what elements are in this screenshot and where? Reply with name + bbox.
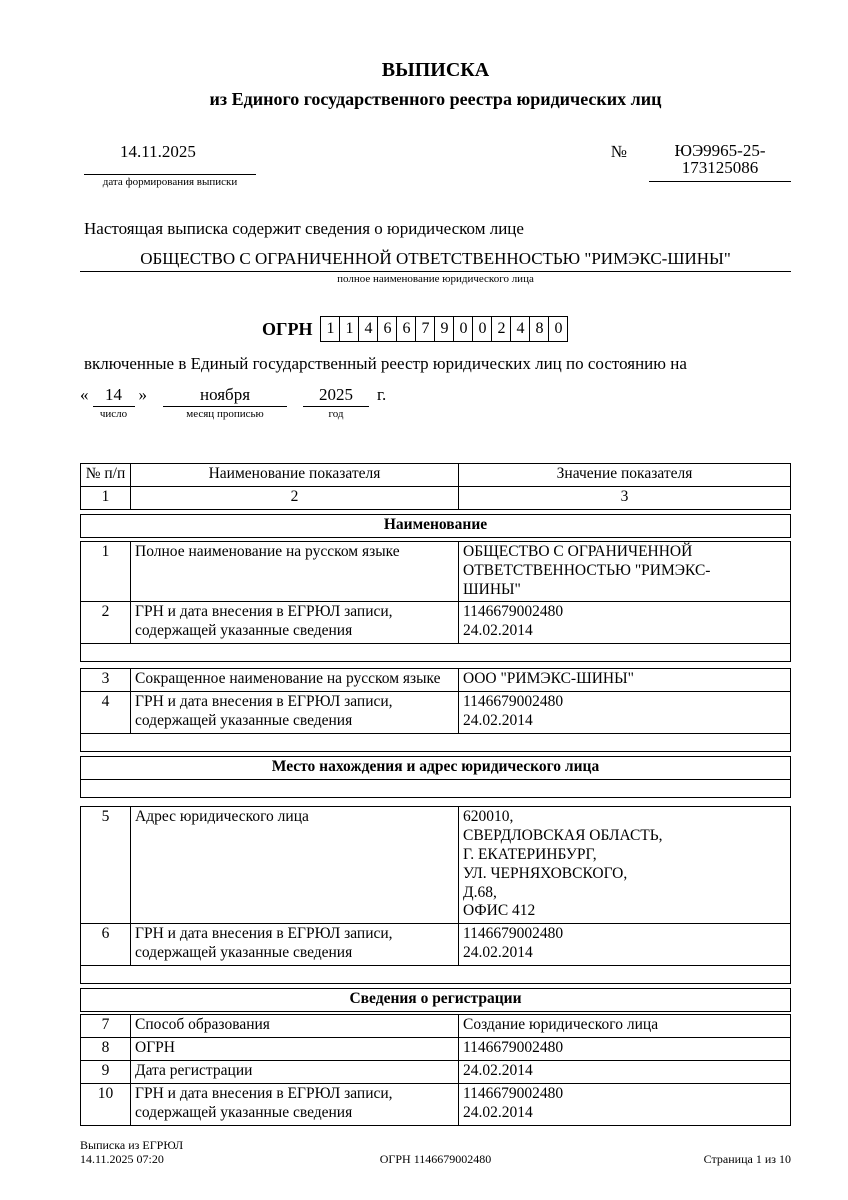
spacer-row: [81, 644, 791, 662]
row-number: 3: [81, 669, 131, 692]
footer-page-number: Страница 1 из 10: [703, 1152, 791, 1166]
open-quote: «: [80, 385, 89, 404]
row-number: 8: [81, 1037, 131, 1060]
row-value: 1146679002480 24.02.2014: [459, 602, 791, 644]
included-text: включенные в Единый государственный реестр юридических лиц по состоянию на: [84, 354, 687, 373]
row-name: ОГРН: [131, 1037, 459, 1060]
row-name: Сокращенное наименование на русском языке: [131, 669, 459, 692]
ogrn-digit-box: 2: [491, 316, 511, 342]
table-row: [81, 1083, 791, 1125]
column-number: 1: [81, 486, 131, 509]
footer-left: [80, 1138, 380, 1166]
intro-text: Настоящая выписка содержит сведения о юридическом лице: [84, 219, 524, 238]
row-name: ГРН и дата внесения в ЕГРЮЛ записи, содержащей указанные сведения: [131, 692, 459, 734]
spacer-row: [81, 779, 791, 797]
row-value: 1146679002480 24.02.2014: [459, 692, 791, 734]
as-of-month-group: [163, 384, 287, 421]
ogrn-digit-box: 6: [396, 316, 416, 342]
row-value: 620010, СВЕРДЛОВСКАЯ ОБЛАСТЬ, Г. ЕКАТЕРИНБУРГ, УЛ. ЧЕРНЯХОВСКОГО, Д.68, ОФИС 412: [459, 806, 791, 923]
row-name: Дата регистрации: [131, 1060, 459, 1083]
footer-ogrn: ОГРН 1146679002480: [379, 1152, 492, 1166]
row-number: 6: [81, 924, 131, 966]
indicators-table: [80, 463, 791, 1126]
ogrn-digit-box: 0: [472, 316, 492, 342]
doc-subtitle: из Единого государственного реестра юридических лиц: [209, 89, 662, 109]
formation-date-caption: дата формирования выписки: [102, 176, 238, 188]
doc-title: ВЫПИСКА: [381, 59, 490, 81]
row-value: Создание юридического лица: [459, 1015, 791, 1038]
table-row: [81, 541, 791, 602]
as-of-date-row: [80, 384, 791, 421]
row-value: 1146679002480: [459, 1037, 791, 1060]
ogrn-digit-box: 1: [339, 316, 359, 342]
ogrn-digit-box: 0: [548, 316, 568, 342]
table-column-headers: [81, 464, 791, 487]
column-number: 2: [131, 486, 459, 509]
row-number: 7: [81, 1015, 131, 1038]
ogrn-digit-box: 0: [453, 316, 473, 342]
table-row: [81, 602, 791, 644]
table-block-rows-1-2: [80, 541, 791, 663]
as-of-month: ноября: [163, 384, 287, 407]
section-registration: [80, 988, 791, 1012]
section-title: Наименование: [81, 514, 791, 537]
ogrn-row: [262, 316, 791, 342]
section-location: [80, 756, 791, 798]
table-block-rows-3-4: [80, 668, 791, 752]
row-number: 10: [81, 1083, 131, 1125]
table-row: [81, 669, 791, 692]
table-header-block: [80, 463, 791, 510]
ogrn-digit-box: 7: [415, 316, 435, 342]
company-full-name: ОБЩЕСТВО С ОГРАНИЧЕННОЙ ОТВЕТСТВЕННОСТЬЮ "РИМЭКС-ШИНЫ": [80, 249, 791, 272]
year-suffix: г.: [377, 385, 387, 404]
as-of-day: 14: [93, 384, 135, 407]
row-number: 9: [81, 1060, 131, 1083]
column-header-name: Наименование показателя: [131, 464, 459, 487]
table-block-rows-5-6: [80, 806, 791, 984]
row-value: 1146679002480 24.02.2014: [459, 1083, 791, 1125]
spacer-row: [81, 733, 791, 751]
as-of-month-caption: месяц прописью: [186, 408, 264, 420]
footer-doc-type: Выписка из ЕГРЮЛ: [80, 1138, 184, 1152]
as-of-year-group: [303, 384, 369, 421]
row-number: 4: [81, 692, 131, 734]
row-name: ГРН и дата внесения в ЕГРЮЛ записи, содержащей указанные сведения: [131, 1083, 459, 1125]
section-naming: [80, 514, 791, 538]
column-header-num: № п/п: [81, 464, 131, 487]
ogrn-digit-box: 4: [510, 316, 530, 342]
table-column-numbers: [81, 486, 791, 509]
row-name: Адрес юридического лица: [131, 806, 459, 923]
ogrn-digit-box: 4: [358, 316, 378, 342]
formation-date-block: [84, 142, 256, 189]
table-row: [81, 692, 791, 734]
table-row: [81, 1015, 791, 1038]
ogrn-digit-box: 6: [377, 316, 397, 342]
number-sign: №: [610, 142, 627, 161]
column-number: 3: [459, 486, 791, 509]
row-value: ООО "РИМЭКС-ШИНЫ": [459, 669, 791, 692]
close-quote: »: [138, 385, 147, 404]
company-name-caption: полное наименование юридического лица: [337, 273, 534, 285]
row-number: 5: [81, 806, 131, 923]
as-of-year-caption: год: [328, 408, 344, 420]
extract-number: ЮЭ9965-25- 173125086: [649, 142, 791, 182]
ogrn-digit-box: 8: [529, 316, 549, 342]
ogrn-digit-box: 1: [320, 316, 340, 342]
ogrn-digit-boxes: [320, 316, 568, 342]
as-of-day-caption: число: [99, 408, 128, 420]
row-name: ГРН и дата внесения в ЕГРЮЛ записи, содержащей указанные сведения: [131, 602, 459, 644]
extract-number-block: [611, 142, 791, 182]
footer-datetime: 14.11.2025 07:20: [80, 1152, 164, 1166]
page-footer: [80, 1138, 791, 1166]
spacer-row: [81, 966, 791, 984]
row-number: 1: [81, 541, 131, 602]
section-title: Место нахождения и адрес юридического лица: [81, 756, 791, 779]
row-name: Способ образования: [131, 1015, 459, 1038]
ogrn-digit-box: 9: [434, 316, 454, 342]
table-row: [81, 1060, 791, 1083]
row-number: 2: [81, 602, 131, 644]
row-value: 24.02.2014: [459, 1060, 791, 1083]
section-title: Сведения о регистрации: [81, 989, 791, 1012]
ogrn-label: ОГРН: [262, 318, 313, 339]
document-content: [80, 0, 791, 1126]
table-row: [81, 1037, 791, 1060]
formation-date: 14.11.2025: [84, 142, 256, 175]
row-name: Полное наименование на русском языке: [131, 541, 459, 602]
table-block-rows-7-10: [80, 1014, 791, 1126]
table-row: [81, 924, 791, 966]
as-of-year: 2025: [303, 384, 369, 407]
row-value: ОБЩЕСТВО С ОГРАНИЧЕННОЙ ОТВЕТСТВЕННОСТЬЮ "РИМЭКС- ШИНЫ": [459, 541, 791, 602]
column-header-value: Значение показателя: [459, 464, 791, 487]
row-name: ГРН и дата внесения в ЕГРЮЛ записи, содержащей указанные сведения: [131, 924, 459, 966]
table-row: [81, 806, 791, 923]
as-of-day-group: [93, 384, 135, 421]
row-value: 1146679002480 24.02.2014: [459, 924, 791, 966]
meta-row: [80, 142, 791, 189]
